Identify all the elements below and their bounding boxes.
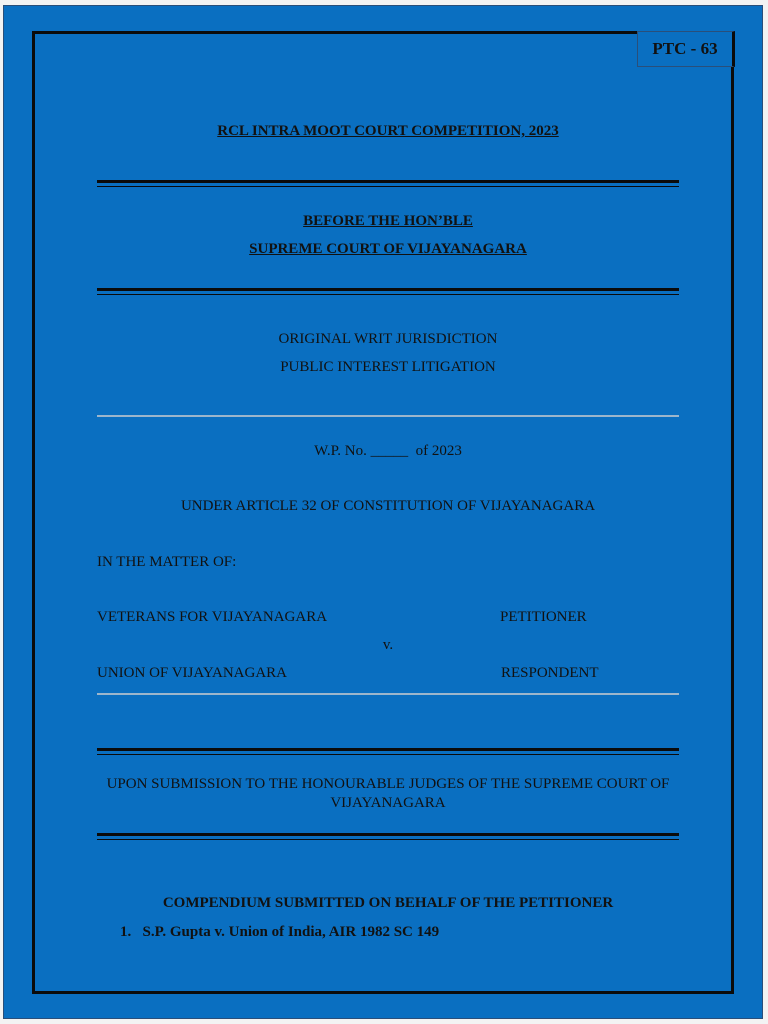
- matter-label: IN THE MATTER OF:: [97, 554, 237, 570]
- document-page: [3, 5, 763, 1019]
- submission-line-1: UPON SUBMISSION TO THE HONOURABLE JUDGES OF THE SUPREME COURT OF: [106, 776, 670, 792]
- divider-double-4: [97, 833, 679, 840]
- article-line: UNDER ARTICLE 32 OF CONSTITUTION OF VIJAYANAGARA: [180, 498, 596, 514]
- respondent-name: UNION OF VIJAYANAGARA: [97, 665, 288, 681]
- divider-thin-2: [97, 693, 679, 695]
- compendium-heading: COMPENDIUM SUBMITTED ON BEHALF OF THE PETITIONER: [162, 895, 614, 911]
- competition-title: RCL INTRA MOOT COURT COMPETITION, 2023: [217, 123, 559, 139]
- court-line-1: BEFORE THE HON’BLE: [303, 213, 473, 229]
- team-code-badge: PTC - 63: [637, 31, 735, 67]
- petitioner-name: VETERANS FOR VIJAYANAGARA: [97, 609, 328, 625]
- jurisdiction-line-1: ORIGINAL WRIT JURISDICTION: [278, 331, 498, 347]
- divider-double-1: [97, 180, 679, 187]
- divider-double-3: [97, 748, 679, 755]
- court-line-2: SUPREME COURT OF VIJAYANAGARA: [249, 241, 527, 257]
- submission-line-2: VIJAYANAGARA: [330, 795, 446, 811]
- divider-double-2: [97, 288, 679, 295]
- versus-label: v.: [382, 637, 394, 653]
- jurisdiction-line-2: PUBLIC INTEREST LITIGATION: [280, 359, 496, 375]
- respondent-role: RESPONDENT: [501, 665, 599, 681]
- divider-thin-1: [97, 415, 679, 417]
- list-item: 1. S.P. Gupta v. Union of India, AIR 1982 SC 149: [120, 924, 440, 940]
- petition-number: W.P. No. _____ of 2023: [314, 443, 462, 459]
- petitioner-role: PETITIONER: [500, 609, 587, 625]
